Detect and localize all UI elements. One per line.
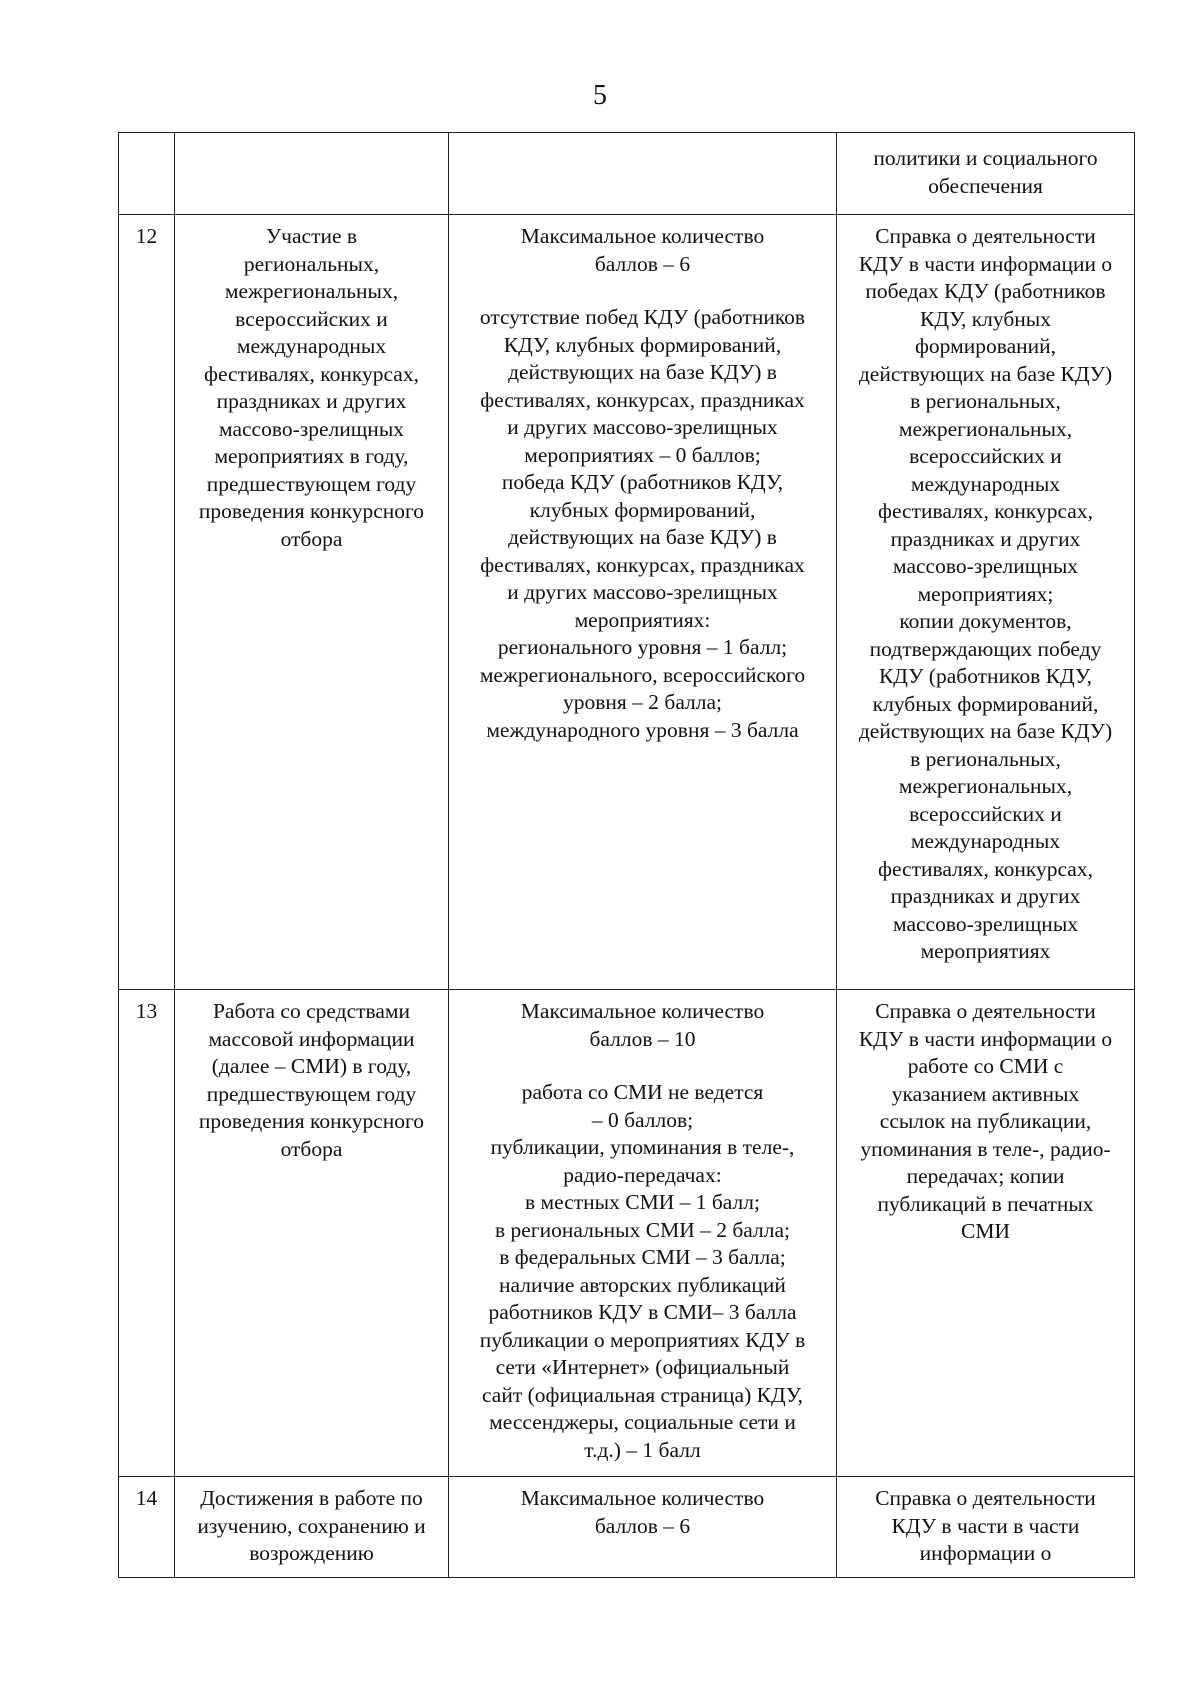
documents-text: Справка о деятельности КДУ в части информации о победах КДУ (работников КДУ, клубных формирований, действующих на базе КДУ) в региональных, межрегиональных, всероссийских и международных фестивалях, конкурсах, праздниках и других массово-зрелищных мероприятиях; копии документов, подтверждающих победу КДУ (работников КДУ, клубных формирований, действующих на базе КДУ) в региональных, межрегиональных, всероссийских и международных фестивалях, конкурсах, праздниках и других массово-зрелищных мероприятиях [858,224,1113,963]
documents-cell [837,1477,1135,1578]
criteria-table [118,132,1135,1578]
row-number-cell [119,133,175,215]
scoring-cell [449,133,837,215]
criterion-text: Достижения в работе по изучению, сохранению и возрождению [197,1486,426,1565]
documents-cell [837,133,1135,215]
row-number-cell [119,1477,175,1578]
page-number: 5 [593,80,607,111]
table-row [119,1477,1135,1578]
criterion-cell [175,990,449,1477]
table-row [119,215,1135,990]
criterion-cell [175,1477,449,1578]
scoring-max: Максимальное количество баллов – 10 [520,999,765,1051]
documents-text: политики и социального обеспечения [873,146,1098,198]
scoring-details: работа со СМИ не ведется – 0 баллов; публикации, упоминания в теле-, радио-передачах: в местных СМИ – 1 балл; в региональных СМИ – 2 балла; в федеральных СМИ – 3 балла; наличие авторских публикаций работников КДУ в СМИ– 3 балла публикации о мероприятиях КДУ в сети «Интернет» (официальный сайт (официальная страница) КДУ, мессенджеры, социальные сети и т.д.) – 1 балл [479,1080,806,1462]
row-number: 14 [135,1486,158,1510]
row-number-cell [119,215,175,990]
scoring-details: отсутствие побед КДУ (работников КДУ, клубных формирований, действующих на базе КДУ) в фестивалях, конкурсах, праздниках и других массово-зрелищных мероприятиях – 0 баллов; победа КДУ (работников КДУ, клубных формирований, действующих на базе КДУ) в фестивалях, конкурсах, праздниках и других массово-зрелищных мероприятиях: регионального уровня – 1 балл; межрегионального, всероссийского уровня – 2 балла; международного уровня – 3 балла [479,305,806,742]
table-row [119,133,1135,215]
row-number: 13 [135,999,158,1023]
scoring-cell [449,215,837,990]
row-number-cell [119,990,175,1477]
criterion-cell [175,215,449,990]
documents-cell [837,990,1135,1477]
table-row [119,990,1135,1477]
documents-text: Справка о деятельности КДУ в части информации о работе со СМИ с указанием активных ссылок на публикации, упоминания в теле-, радио- передачах; копии публикаций в печатных СМИ [858,999,1113,1243]
scoring-cell [449,1477,837,1578]
criterion-cell [175,133,449,215]
documents-text: Справка о деятельности КДУ в части в части информации о [875,1486,1096,1565]
scoring-max: Максимальное количество баллов – 6 [520,224,765,276]
documents-cell [837,215,1135,990]
scoring-max: Максимальное количество баллов – 6 [520,1486,765,1538]
scoring-cell [449,990,837,1477]
criterion-text: Работа со средствами массовой информации (далее – СМИ) в году, предшествующем году проведения конкурсного отбора [198,999,425,1161]
row-number: 12 [135,224,158,248]
criterion-text: Участие в региональных, межрегиональных, всероссийских и международных фестивалях, конкурсах, праздниках и других массово-зрелищных мероприятиях в году, предшествующем году проведения конкурсного отбора [198,224,425,551]
